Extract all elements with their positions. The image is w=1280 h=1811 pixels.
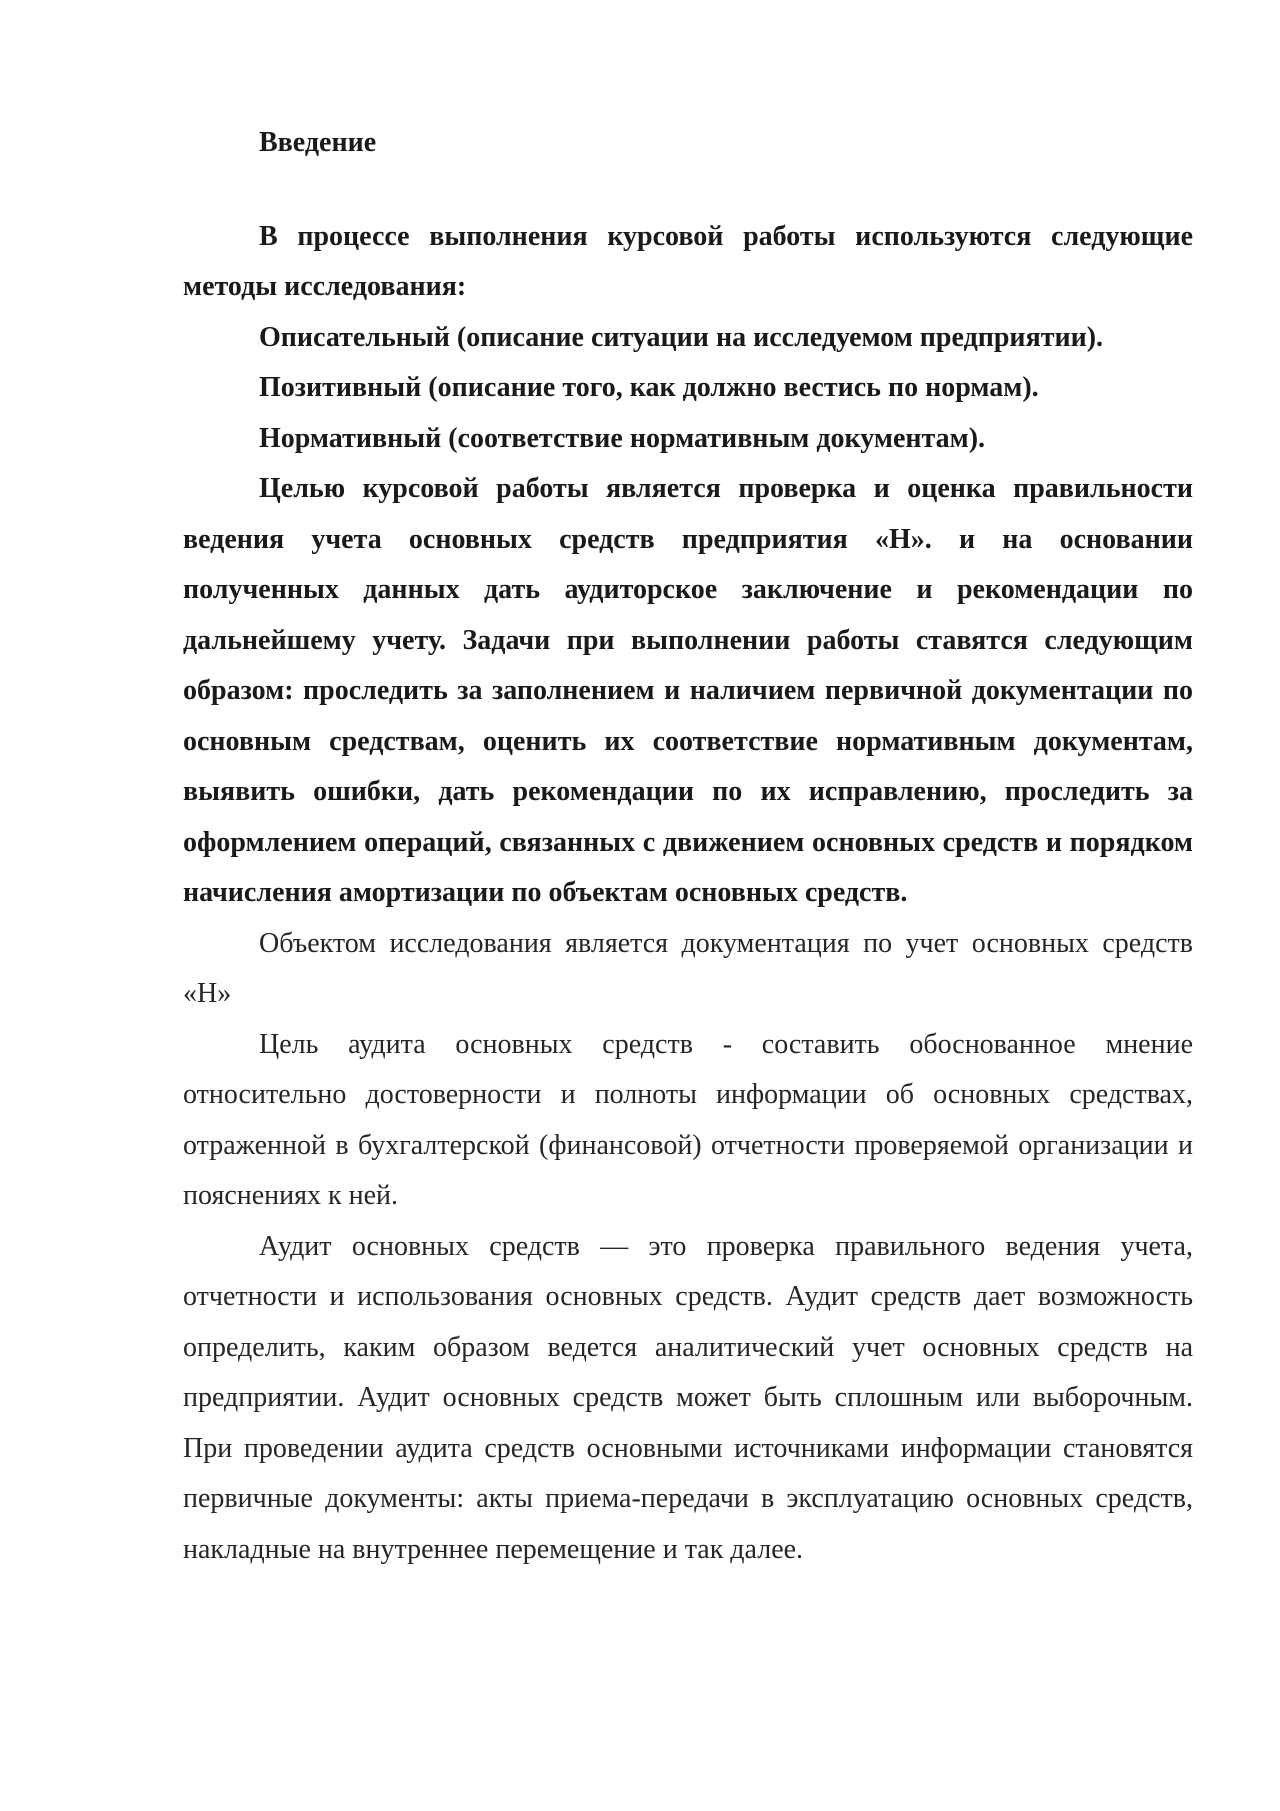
- object-paragraph: Объектом исследования является документация по учет основных средств «Н»: [183, 927, 1193, 1009]
- goal-paragraph: Целью курсовой работы является проверка и оценка правильности ведения учета основных средств предприятия «Н». и на основании полученных данных дать аудиторское заключение и рекомендации по дальнейшему учету. Задачи при выполнении работы ставятся следующим образом: проследить за заполнением и наличием первичной документации по основным средствам, оценить их соответствие нормативным документам, выявить ошибки, дать рекомендации по их исправлению, проследить за оформлением операций, связанных с движением основных средств и порядком начисления амортизации по объектам основных средств.: [183, 473, 1193, 908]
- method-normative: Нормативный (соответствие нормативным документам).: [259, 422, 986, 454]
- intro-paragraph: В процессе выполнения курсовой работы используются следующие методы исследования:: [183, 220, 1193, 302]
- section-heading: Введение: [259, 127, 377, 158]
- audit-definition-paragraph: Аудит основных средств — это проверка правильного ведения учета, отчетности и использования основных средств. Аудит средств дает возможность определить, каким образом ведется аналитический учет основных средств на предприятии. Аудит основных средств может быть сплошным или выборочным. При проведении аудита средств основными источниками информации становятся первичные документы: акты приема-передачи в эксплуатацию основных средств, накладные на внутреннее перемещение и так далее.: [183, 1230, 1193, 1565]
- method-descriptive: Описательный (описание ситуации на исследуемом предприятии).: [259, 321, 1104, 353]
- method-positive: Позитивный (описание того, как должно вестись по нормам).: [259, 372, 1039, 403]
- document-body: [183, 118, 1193, 1575]
- audit-goal-paragraph: Цель аудита основных средств - составить обоснованное мнение относительно достоверности и полноты информации об основных средствах, отраженной в бухгалтерской (финансовой) отчетности проверяемой организации и пояснениях к ней.: [183, 1028, 1193, 1211]
